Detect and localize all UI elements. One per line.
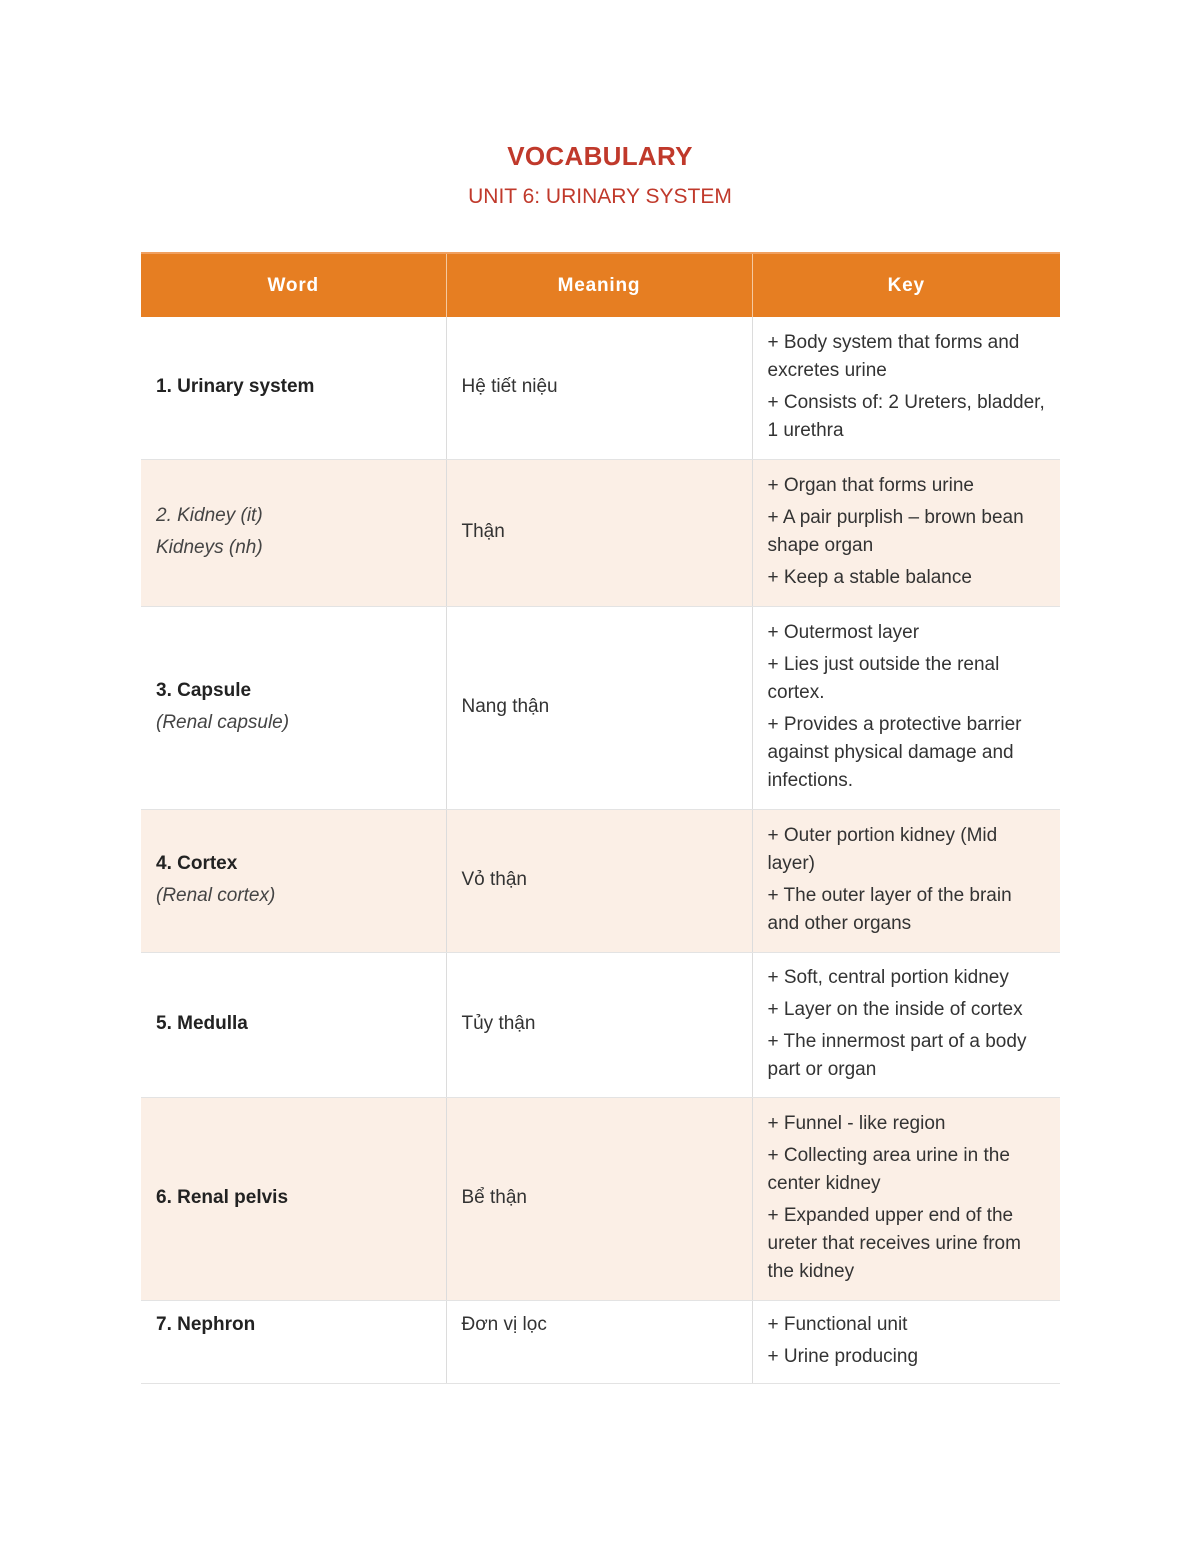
key-point: + Soft, central portion kidney <box>767 966 1009 988</box>
meaning-cell: Vỏ thận <box>446 809 752 952</box>
key-point: + Expanded upper end of the ureter that receives urine from the kidney <box>767 1204 1021 1282</box>
word-variant: (Renal capsule) <box>156 711 290 733</box>
word-variant: Kidneys (nh) <box>156 536 263 558</box>
table-row <box>141 1097 1060 1300</box>
column-header-key: Key <box>752 253 1060 317</box>
word-variant: 2. Kidney (it) <box>156 504 263 526</box>
key-point: + Functional unit <box>767 1313 908 1335</box>
key-point: + Outermost layer <box>767 621 920 643</box>
column-header-meaning: Meaning <box>446 253 752 317</box>
key-point: + Lies just outside the renal cortex. <box>767 653 1000 703</box>
column-header-word: Word <box>141 253 446 317</box>
key-point: + Keep a stable balance <box>767 566 972 588</box>
key-point: + Funnel - like region <box>767 1112 946 1134</box>
key-point: + Consists of: 2 Ureters, bladder, 1 urethra <box>767 391 1045 441</box>
key-point: + The innermost part of a body part or organ <box>767 1030 1027 1080</box>
word-term: 1. Urinary system <box>156 375 315 397</box>
word-term: 4. Cortex <box>156 852 238 874</box>
word-cell <box>141 606 446 809</box>
word-term: 5. Medulla <box>156 1012 248 1034</box>
key-cell <box>752 1300 1060 1383</box>
table-row <box>141 459 1060 606</box>
meaning-cell: Thận <box>446 459 752 606</box>
page-subtitle: UNIT 6: URINARY SYSTEM <box>468 185 732 208</box>
key-point: + Collecting area urine in the center kidney <box>767 1144 1010 1194</box>
word-term: 7. Nephron <box>156 1313 256 1335</box>
word-cell <box>141 952 446 1097</box>
table-row <box>141 809 1060 952</box>
meaning-cell: Tủy thận <box>446 952 752 1097</box>
meaning-cell: Hệ tiết niệu <box>446 317 752 459</box>
meaning-cell: Bể thận <box>446 1097 752 1300</box>
table-row <box>141 606 1060 809</box>
word-variant: (Renal cortex) <box>156 884 276 906</box>
vocabulary-table <box>141 252 1060 1384</box>
key-cell <box>752 1097 1060 1300</box>
key-point: + Urine producing <box>767 1345 919 1367</box>
word-cell <box>141 1300 446 1383</box>
meaning-cell: Nang thận <box>446 606 752 809</box>
word-term: 6. Renal pelvis <box>156 1186 289 1208</box>
key-cell <box>752 809 1060 952</box>
key-point: + Layer on the inside of cortex <box>767 998 1023 1020</box>
word-term: 3. Capsule <box>156 679 252 701</box>
word-cell <box>141 809 446 952</box>
table-row <box>141 1300 1060 1383</box>
meaning-cell: Đơn vị lọc <box>446 1300 752 1383</box>
word-cell <box>141 459 446 606</box>
key-cell <box>752 952 1060 1097</box>
key-cell <box>752 606 1060 809</box>
key-point: + The outer layer of the brain and other organs <box>767 884 1012 934</box>
table-row <box>141 952 1060 1097</box>
word-cell <box>141 317 446 459</box>
key-point: + Provides a protective barrier against physical damage and infections. <box>767 713 1022 791</box>
page-title: VOCABULARY <box>507 141 693 171</box>
table-row <box>141 317 1060 459</box>
key-cell <box>752 459 1060 606</box>
key-point: + A pair purplish – brown bean shape organ <box>767 506 1024 556</box>
key-point: + Outer portion kidney (Mid layer) <box>767 824 998 874</box>
word-cell <box>141 1097 446 1300</box>
key-point: + Organ that forms urine <box>767 474 974 496</box>
key-point: + Body system that forms and excretes urine <box>767 331 1020 381</box>
key-cell <box>752 317 1060 459</box>
table-header-row <box>141 253 1060 317</box>
